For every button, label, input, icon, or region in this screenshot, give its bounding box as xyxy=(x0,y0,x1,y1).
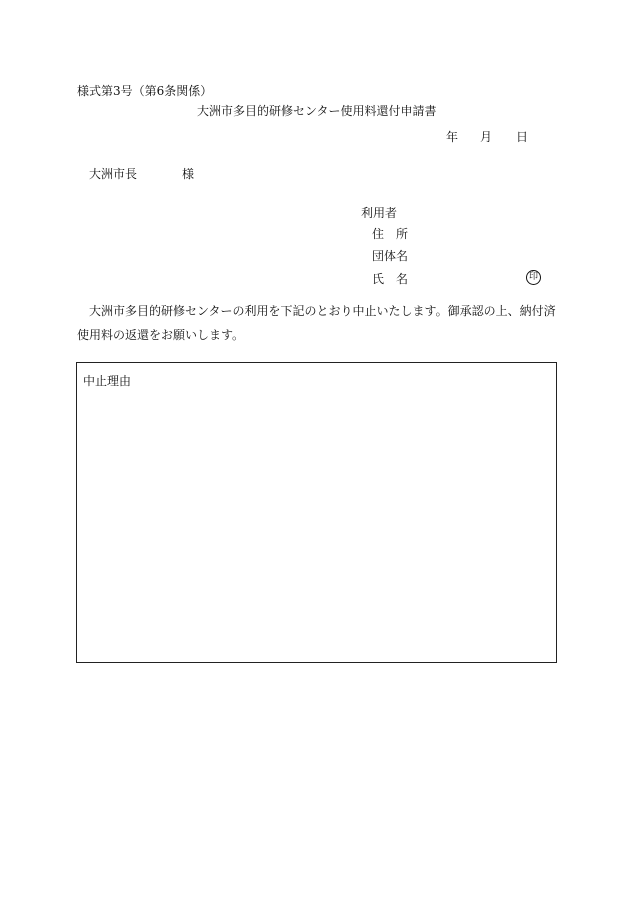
request-statement xyxy=(77,299,557,347)
date-year-label: 年 xyxy=(446,130,459,144)
document-title: 大洲市多目的研修センター使用料還付申請書 xyxy=(197,104,437,118)
cancellation-reason-box[interactable] xyxy=(76,362,557,663)
applicant-heading: 利用者 xyxy=(361,206,398,220)
form-number: 様式第3号（第6条関係） xyxy=(77,84,213,98)
date-month-label: 月 xyxy=(480,130,493,144)
request-statement-line: 大洲市多目的研修センターの利用を下記のとおり中止いたします。御承認の上、納付済 xyxy=(89,304,556,318)
organization-label: 団体名 xyxy=(372,249,409,263)
addressee-honorific: 様 xyxy=(182,167,195,181)
addressee-name: 大洲市長 xyxy=(89,167,138,181)
date-day-label: 日 xyxy=(516,130,529,144)
cancellation-reason-label: 中止理由 xyxy=(83,374,132,388)
name-label: 氏 名 xyxy=(372,272,409,286)
request-statement-line: 使用料の返還をお願いします。 xyxy=(77,328,245,342)
seal-mark-icon: 印 xyxy=(526,270,541,285)
address-label: 住 所 xyxy=(372,227,409,241)
